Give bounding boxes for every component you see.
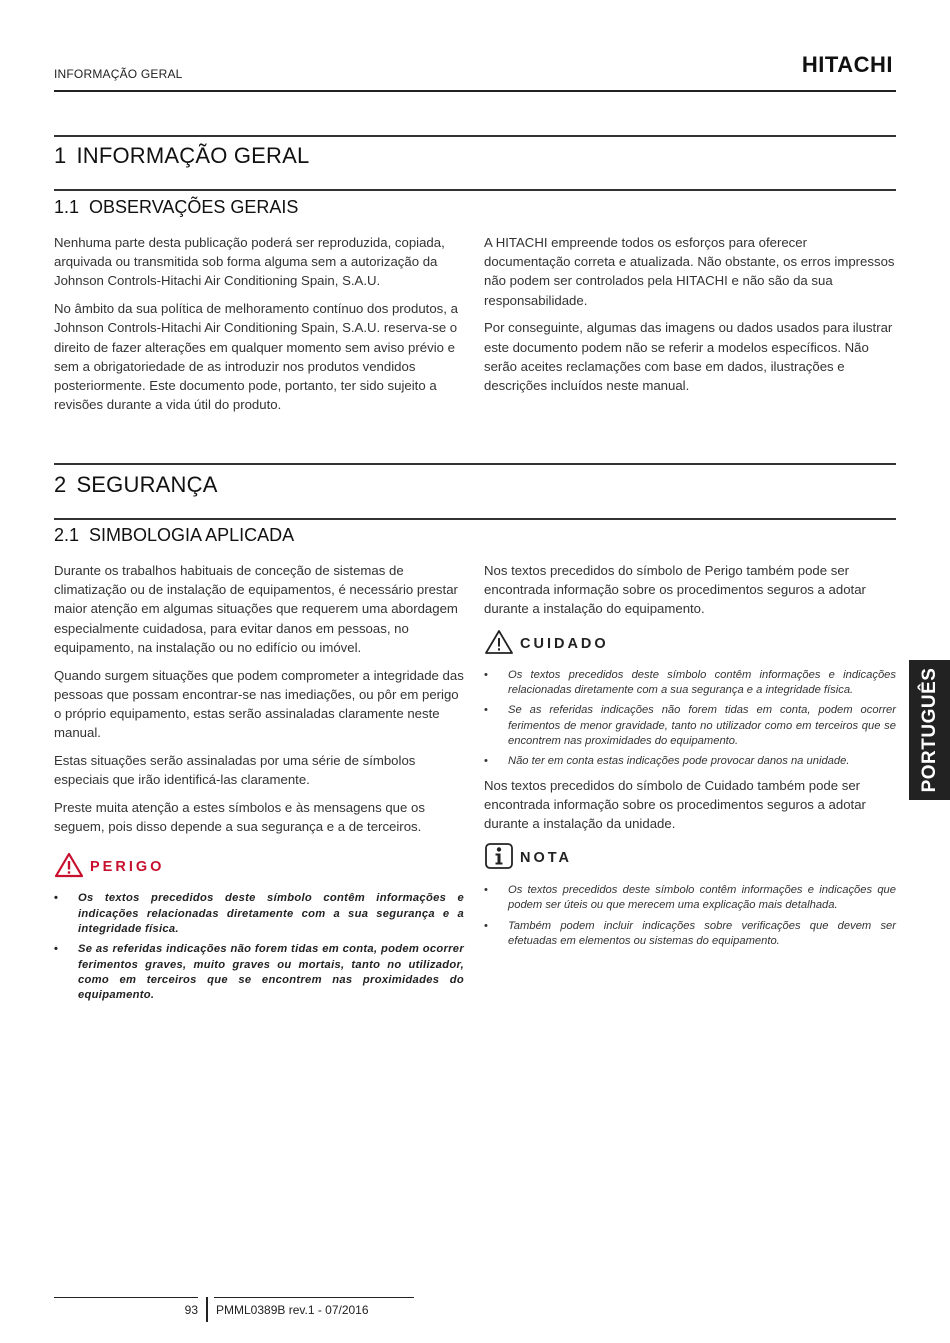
language-tab-label: PORTUGUÊS bbox=[918, 667, 940, 793]
list-item: • Os textos precedidos deste símbolo contêm informações e indicações que podem ser úteis ou que merecem uma explicação mais detalhada. bbox=[484, 883, 896, 914]
subsection-1-1-rule bbox=[54, 189, 896, 191]
section-number: 2 bbox=[54, 472, 67, 497]
danger-triangle-icon bbox=[54, 852, 84, 883]
section-1-heading bbox=[54, 143, 309, 169]
list-item: • Se as referidas indicações não forem tidas em conta, podem ocorrer ferimentos graves, muito graves ou mortais, tanto no utilizador, como em terceiros que se encontrem nas proximidades do equipamento. bbox=[54, 942, 464, 1003]
paragraph: Por conseguinte, algumas das imagens ou dados usados para ilustrar este documento podem não se referir a modelos específicos. Não serão aceites reclamações com base em dados, ilustrações e descrições incluídos neste manual. bbox=[484, 320, 893, 393]
paragraph: Quando surgem situações que podem comprometer a integridade das pessoas que possam encontrar-se nas imediações, ou pôr em perigo o próprio equipamento, estas serão assinaladas claramente neste manual. bbox=[54, 667, 464, 741]
danger-heading bbox=[54, 852, 464, 883]
section-1-rule bbox=[54, 135, 896, 137]
list-item: • Não ter em conta estas indicações pode provocar danos na unidade. bbox=[484, 754, 896, 769]
subsection-2-1-rule bbox=[54, 518, 896, 520]
list-item: • Os textos precedidos deste símbolo contêm informações e indicações relacionadas diretamente com a sua segurança e a integridade física. bbox=[54, 891, 464, 937]
paragraph: A HITACHI empreende todos os esforços para oferecer documentação correta e atualizada. Não obstante, os erros impressos não podem ser controlados pela HITACHI e não são da sua responsabilidade. bbox=[484, 235, 895, 308]
list-item: • Os textos precedidos deste símbolo contêm informações e indicações relacionadas diretamente com a sua segurança e a integridade física. bbox=[484, 668, 896, 699]
caution-heading bbox=[484, 629, 896, 660]
paragraph: Durante os trabalhos habituais de conceção de sistemas de climatização ou de instalação de equipamentos, é necessário prestar maior atenção em algumas situações que requerem uma abordagem especialmente cuidadosa, para evitar danos em pessoas, no equipamento, na instalação ou no edifício ou imóvel. bbox=[54, 563, 458, 655]
footer-rule-left bbox=[54, 1297, 198, 1298]
section-number: 1 bbox=[54, 143, 67, 168]
section-1-left-column bbox=[54, 233, 464, 423]
caution-triangle-icon bbox=[484, 629, 514, 660]
section-2-right-column bbox=[484, 561, 896, 954]
section-title: INFORMAÇÃO GERAL bbox=[76, 143, 310, 168]
section-2-heading bbox=[54, 472, 218, 498]
paragraph: Nos textos precedidos do símbolo de Cuidado também pode ser encontrada informação sobre os procedimentos seguros a adotar durante a instalação da unidade. bbox=[484, 777, 866, 831]
subsection-number: 2.1 bbox=[54, 525, 80, 545]
paragraph: Nos textos precedidos do símbolo de Perigo também pode ser encontrada informação sobre os procedimentos seguros a adotar durante a instalação do equipamento. bbox=[484, 563, 866, 617]
running-header: INFORMAÇÃO GERAL bbox=[54, 67, 183, 81]
header-divider bbox=[54, 90, 896, 92]
note-list bbox=[484, 883, 896, 949]
section-1-right-column bbox=[484, 233, 896, 404]
note-info-icon bbox=[484, 842, 514, 875]
caution-list bbox=[484, 668, 896, 770]
note-heading bbox=[484, 842, 896, 875]
paragraph: Estas situações serão assinaladas por uma série de símbolos especiais que irão identificá-las claramente. bbox=[54, 752, 416, 788]
subsection-title: OBSERVAÇÕES GERAIS bbox=[89, 197, 299, 217]
paragraph: Nenhuma parte desta publicação poderá ser reproduzida, copiada, arquivada ou transmitida sob forma alguma sem a autorização da Johnson Controls-Hitachi Air Conditioning Spain, S.A.U. bbox=[54, 235, 445, 289]
note-label: NOTA bbox=[520, 849, 573, 866]
footer-separator bbox=[206, 1297, 208, 1322]
caution-label: CUIDADO bbox=[520, 635, 609, 652]
subsection-title: SIMBOLOGIA APLICADA bbox=[89, 525, 295, 545]
language-tab bbox=[909, 660, 950, 800]
section-2-left-column bbox=[54, 561, 464, 1008]
paragraph: Preste muita atenção a estes símbolos e às mensagens que os seguem, pois disso depende a sua segurança e a de terceiros. bbox=[54, 799, 425, 834]
list-item: • Se as referidas indicações não forem tidas em conta, podem ocorrer ferimentos de menor gravidade, tanto no utilizador como em terceiros que se encontrem nas proximidades do equipamento. bbox=[484, 703, 896, 749]
subsection-1-1-heading bbox=[54, 197, 298, 218]
hitachi-logo: HITACHI bbox=[801, 52, 893, 77]
list-item: • Também podem incluir indicações sobre verificações que devem ser efetuadas em elementos ou sistemas do equipamento. bbox=[484, 919, 896, 950]
section-2-rule bbox=[54, 463, 896, 465]
page-number: 93 bbox=[184, 1303, 198, 1317]
subsection-number: 1.1 bbox=[54, 197, 80, 217]
danger-list bbox=[54, 891, 464, 1003]
paragraph: No âmbito da sua política de melhoramento contínuo dos produtos, a Johnson Controls-Hitachi Air Conditioning Spain, S.A.U. reserva-se o direito de fazer alterações em qualquer momento sem aviso prévio e sem a obrigatoriedade de as introduzir nos produtos vendidos posteriormente. Este documento pode, portanto, ter sido sujeito a revisões durante a vida útil do produto. bbox=[54, 301, 458, 413]
section-title: SEGURANÇA bbox=[76, 472, 218, 497]
danger-label: PERIGO bbox=[90, 859, 165, 876]
document-reference: PMML0389B rev.1 - 07/2016 bbox=[216, 1303, 369, 1317]
subsection-2-1-heading bbox=[54, 525, 294, 546]
footer-rule-right bbox=[214, 1297, 414, 1298]
